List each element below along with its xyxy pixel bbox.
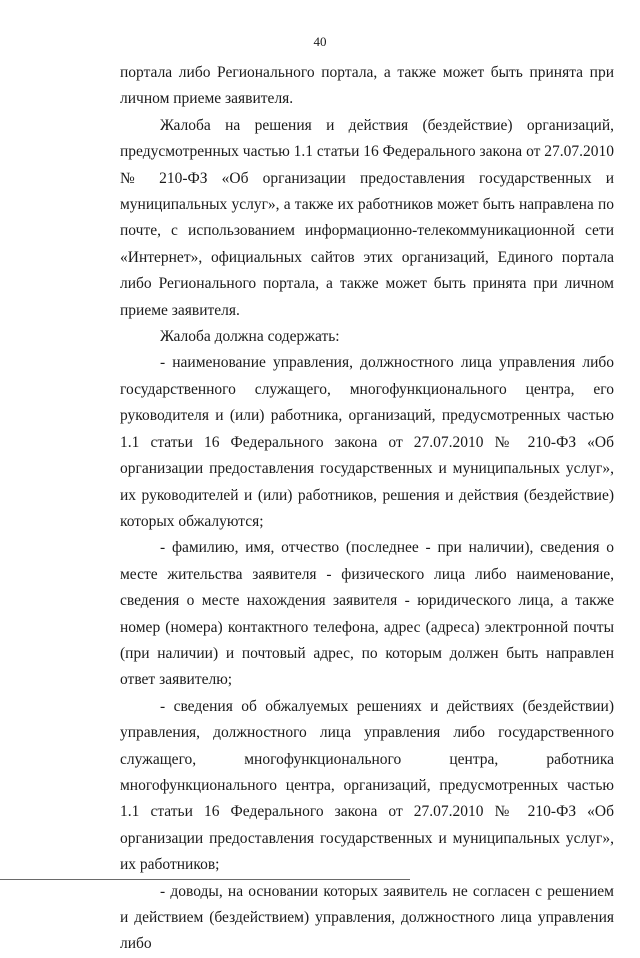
paragraph-continuation: портала либо Регионального портала, а также может быть принята при личном приеме заявителя. (120, 64, 614, 108)
bottom-divider (0, 879, 410, 880)
paragraph-complaint-contents-heading: Жалоба должна содержать: (160, 328, 340, 346)
list-item-applicant-details: - фамилию, имя, отчество (последнее - при наличии), сведения о месте жительства заявителя - физического лица либо наименование, сведения о месте нахождения заявителя - юридического лица, а также номер (номера) контактного телефона, адрес (адреса) электронной почты (при наличии) и почтовый адрес, по которым должен быть направлен ответ заявителю; (120, 539, 614, 689)
list-item-appealed-decisions: - сведения об обжалуемых решениях и действиях (бездействии) управления, должностного лица управления либо государственного служащего, многофункционального центра, работника многофункционального центра, организаций, предусмотренных частью 1.1 статьи 16 Федерального закона от 27.07.2010 № 210-ФЗ «Об организации предоставления государственных и муниципальных услуг», их работников; (120, 697, 614, 874)
page-number: 40 (313, 34, 327, 49)
list-item-arguments: - доводы, на основании которых заявитель не согласен с решением и действием (бездействием) управления, должностного лица управления либо (120, 882, 614, 953)
list-item-respondent-name: - наименование управления, должностного лица управления либо государственного служащего, многофункционального центра, его руководителя и (или) работника, организаций, предусмотренных частью 1.1 статьи 16 Федерального закона от 27.07.2010 № 210-ФЗ «Об организации предоставления государственных и муниципальных услуг», их руководителей и (или) работников, решения и действия (бездействие) которых обжалуются; (120, 354, 614, 530)
paragraph-complaint-organizations: Жалоба на решения и действия (бездействие) организаций, предусмотренных частью 1.1 статьи 16 Федерального закона от 27.07.2010 № 210-ФЗ «Об организации предоставления государственных и муниципальных услуг», а также их работников может быть направлена по почте, с использованием информационно-телекоммуникационной сети «Интернет», официальных сайтов этих организаций, Единого портала либо Регионального портала, а также может быть принята при личном приеме заявителя. (120, 116, 615, 319)
document-body (120, 60, 614, 958)
